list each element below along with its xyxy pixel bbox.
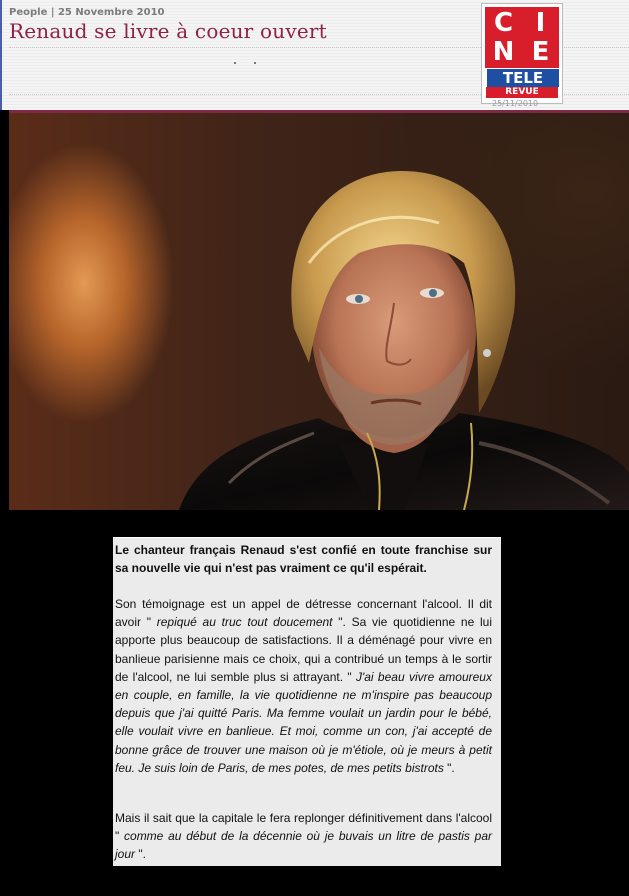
article-lead: Le chanteur français Renaud s'est confié en toute franchise sur sa nouvelle vie qui n'est pas vraiment ce qu'il espérait. bbox=[115, 543, 492, 576]
logo-date: 25/11/2010 bbox=[492, 99, 539, 108]
logo-tele: TELE bbox=[486, 68, 560, 88]
logo-revue: REVUE bbox=[486, 87, 558, 98]
page-title: Renaud se livre à coeur ouvert bbox=[9, 19, 327, 43]
text-run: Mais il sait que la capitale le fera replonger définitivement dans l'alcool " bbox=[115, 811, 492, 844]
article-photo bbox=[9, 113, 629, 510]
logo-letter: I bbox=[535, 8, 546, 38]
category-date: People | 25 Novembre 2010 bbox=[9, 7, 165, 18]
quote-run: repiqué au truc tout doucement bbox=[156, 615, 333, 630]
article-paragraph bbox=[115, 809, 492, 864]
left-edge-bar bbox=[0, 0, 2, 110]
decorative-dots bbox=[234, 62, 264, 66]
portrait-image bbox=[9, 113, 629, 510]
text-run: ". bbox=[443, 760, 455, 775]
article-body bbox=[113, 537, 501, 866]
quote-run: J'ai beau vivre amoureux en couple, en famille, la vie quotidienne ne m'inspire pas beaucoup depuis que j'ai quitté Paris. Ma femme voulait un jardin pour le bébé, elle voulait vivre en banlieue. Et moi, comme un con, j'ai accepté de bonne grâce de trouver une maison où je m'étiole, où je meurs à petit feu. Je suis loin de Paris, de mes potes, de mes petits bistrots bbox=[115, 669, 492, 775]
text-run: ". Sa vie quotidienne ne lui apporte plus beaucoup de satisfactions. Il a déménagé pour vivre en banlieue parisienne mais ce choix, qui a contribué un temps à le sortir de l'alcool, ne lui semble plus si attrayant. " bbox=[115, 615, 493, 684]
logo-letter: E bbox=[531, 37, 550, 67]
quote-run: comme au début de la décennie où je buvais un litre de pastis par jour bbox=[115, 829, 492, 862]
text-run: Son témoignage est un appel de détresse concernant l'alcool. Il dit avoir " bbox=[115, 597, 492, 630]
logo-cine-block bbox=[485, 7, 559, 68]
article-paragraph bbox=[115, 595, 492, 777]
logo-letter: C bbox=[493, 8, 514, 38]
text-run: ". bbox=[135, 847, 146, 862]
logo-letter: N bbox=[492, 37, 515, 67]
cinetele-revue-logo bbox=[481, 3, 563, 108]
